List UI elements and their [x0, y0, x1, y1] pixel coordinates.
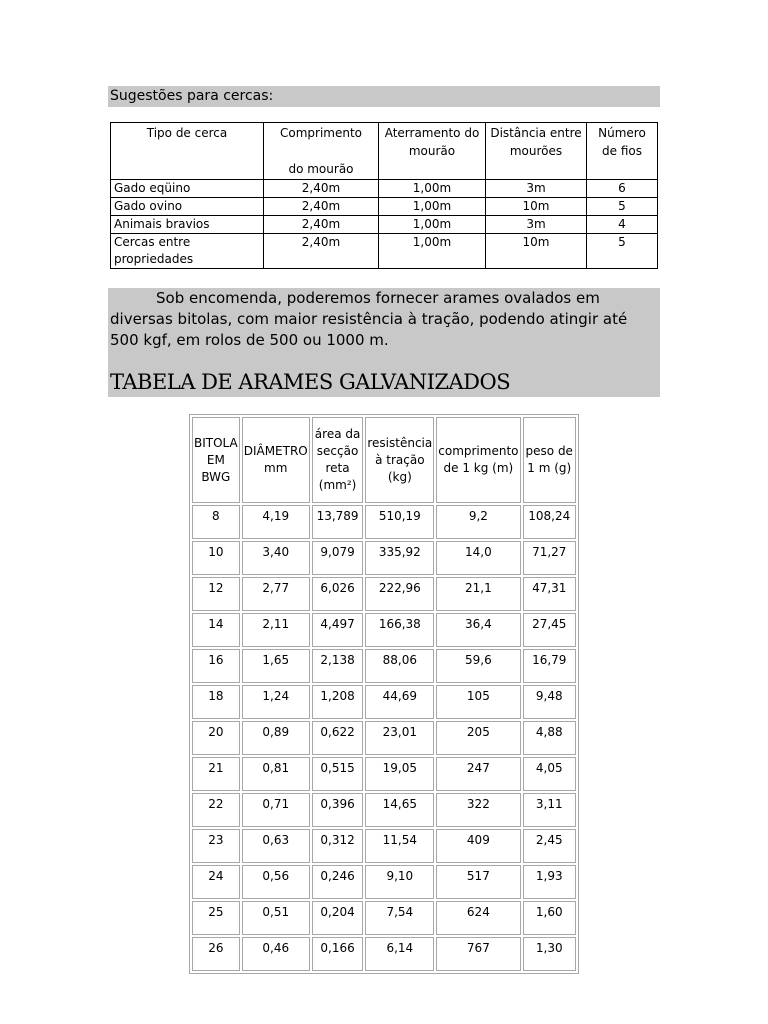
- wire-cell-diametro: 0,71: [242, 793, 310, 827]
- wire-table-header-row: [192, 417, 576, 503]
- wire-cell-peso: 16,79: [523, 649, 577, 683]
- wire-cell-diametro: 4,19: [242, 505, 310, 539]
- wire-cell-resistencia: 7,54: [365, 901, 434, 935]
- wire-cell-resistencia: 222,96: [365, 577, 434, 611]
- wire-cell-resistencia: 9,10: [365, 865, 434, 899]
- wire-cell-resistencia: 88,06: [365, 649, 434, 683]
- wire-cell-comprimento: 36,4: [436, 613, 520, 647]
- fence-cell-distancia: 10m: [486, 198, 587, 216]
- wire-cell-resistencia: 166,38: [365, 613, 434, 647]
- wire-table-row: [192, 541, 576, 575]
- wire-cell-bitola: 23: [192, 829, 240, 863]
- wire-cell-area: 0,246: [312, 865, 364, 899]
- wire-cell-resistencia: 6,14: [365, 937, 434, 971]
- header-resistencia: resistência à tração (kg): [365, 417, 434, 503]
- fence-cell-comprimento: 2,40m: [264, 198, 379, 216]
- wire-cell-bitola: 20: [192, 721, 240, 755]
- wire-cell-area: 0,166: [312, 937, 364, 971]
- wire-cell-comprimento: 409: [436, 829, 520, 863]
- wire-cell-comprimento: 59,6: [436, 649, 520, 683]
- header-tipo-de-cerca: Tipo de cerca: [111, 123, 264, 180]
- fence-cell-aterramento: 1,00m: [379, 216, 486, 234]
- fence-cell-distancia: 10m: [486, 234, 587, 269]
- fence-cell-tipo: Gado eqüino: [111, 180, 264, 198]
- fence-cell-numero: 5: [587, 234, 658, 269]
- header-area: [312, 417, 364, 503]
- wire-cell-comprimento: 14,0: [436, 541, 520, 575]
- wire-table-row: [192, 721, 576, 755]
- wire-cell-peso: 47,31: [523, 577, 577, 611]
- wire-cell-resistencia: 335,92: [365, 541, 434, 575]
- wire-cell-bitola: 26: [192, 937, 240, 971]
- wire-cell-bitola: 24: [192, 865, 240, 899]
- fence-cell-numero: 6: [587, 180, 658, 198]
- wire-cell-area: 0,312: [312, 829, 364, 863]
- wire-table-row: [192, 505, 576, 539]
- fence-cell-comprimento: 2,40m: [264, 216, 379, 234]
- fence-cell-comprimento: 2,40m: [264, 234, 379, 269]
- fence-cell-aterramento: 1,00m: [379, 198, 486, 216]
- header-comprimento-1kg: comprimento de 1 kg (m): [436, 417, 520, 503]
- wire-cell-resistencia: 19,05: [365, 757, 434, 791]
- fence-section-heading: Sugestões para cercas:: [110, 88, 274, 104]
- wire-cell-comprimento: 205: [436, 721, 520, 755]
- wire-table-title: TABELA DE ARAMES GALVANIZADOS: [110, 370, 511, 394]
- wire-cell-resistencia: 23,01: [365, 721, 434, 755]
- wire-cell-area: 9,079: [312, 541, 364, 575]
- wire-cell-peso: 2,45: [523, 829, 577, 863]
- header-distancia: Distância entre mourões: [486, 123, 587, 180]
- wire-cell-bitola: 16: [192, 649, 240, 683]
- header-aterramento: Aterramento do mourão: [379, 123, 486, 180]
- fence-cell-tipo: Gado ovino: [111, 198, 264, 216]
- fence-cell-aterramento: 1,00m: [379, 234, 486, 269]
- wire-cell-area: 1,208: [312, 685, 364, 719]
- wire-table-row: [192, 757, 576, 791]
- fence-table-row: [111, 216, 658, 234]
- wire-cell-area: 0,396: [312, 793, 364, 827]
- wire-cell-bitola: 10: [192, 541, 240, 575]
- wire-cell-diametro: 1,24: [242, 685, 310, 719]
- wire-cell-peso: 108,24: [523, 505, 577, 539]
- order-note-paragraph: Sob encomenda, poderemos fornecer arames ovalados em diversas bitolas, com maior resistência à tração, podendo atingir até 500 kgf, em rolos de 500 ou 1000 m.: [110, 289, 628, 349]
- header-bitola: BITOLA EM BWG: [192, 417, 240, 503]
- wire-cell-comprimento: 105: [436, 685, 520, 719]
- fence-table-row: [111, 198, 658, 216]
- wire-cell-diametro: 0,89: [242, 721, 310, 755]
- wire-cell-peso: 1,93: [523, 865, 577, 899]
- note-highlight-block: [108, 288, 660, 397]
- fence-cell-comprimento: 2,40m: [264, 180, 379, 198]
- fence-cell-tipo: Animais bravios: [111, 216, 264, 234]
- wire-cell-area: 2,138: [312, 649, 364, 683]
- wire-cell-peso: 4,88: [523, 721, 577, 755]
- wire-cell-diametro: 2,11: [242, 613, 310, 647]
- fence-section-heading-bar: [108, 86, 660, 107]
- wire-cell-area: 13,789: [312, 505, 364, 539]
- header-comprimento: [264, 123, 379, 180]
- wire-cell-diametro: 0,63: [242, 829, 310, 863]
- wire-cell-bitola: 22: [192, 793, 240, 827]
- wire-cell-bitola: 12: [192, 577, 240, 611]
- fence-suggestions-table: [110, 122, 658, 269]
- wire-table-row: [192, 577, 576, 611]
- wire-table-row: [192, 793, 576, 827]
- wire-cell-peso: 71,27: [523, 541, 577, 575]
- wire-cell-bitola: 21: [192, 757, 240, 791]
- wire-cell-diametro: 0,51: [242, 901, 310, 935]
- wire-cell-resistencia: 11,54: [365, 829, 434, 863]
- header-comprimento-line2: do mourão: [288, 162, 354, 176]
- wire-cell-area: 6,026: [312, 577, 364, 611]
- galvanized-wire-table: [189, 414, 579, 974]
- wire-cell-peso: 1,60: [523, 901, 577, 935]
- fence-cell-numero: 4: [587, 216, 658, 234]
- wire-cell-area: 0,204: [312, 901, 364, 935]
- wire-cell-bitola: 25: [192, 901, 240, 935]
- fence-table-row: [111, 180, 658, 198]
- wire-cell-diametro: 0,56: [242, 865, 310, 899]
- fence-cell-aterramento: 1,00m: [379, 180, 486, 198]
- header-area-unit: (mm²): [318, 478, 357, 492]
- wire-cell-comprimento: 21,1: [436, 577, 520, 611]
- header-diametro: DIÂMETRO mm: [242, 417, 310, 503]
- wire-table-row: [192, 613, 576, 647]
- wire-table-row: [192, 865, 576, 899]
- wire-cell-peso: 4,05: [523, 757, 577, 791]
- wire-cell-comprimento: 247: [436, 757, 520, 791]
- wire-cell-bitola: 18: [192, 685, 240, 719]
- wire-cell-peso: 3,11: [523, 793, 577, 827]
- header-peso: peso de 1 m (g): [523, 417, 577, 503]
- wire-cell-comprimento: 9,2: [436, 505, 520, 539]
- wire-cell-peso: 27,45: [523, 613, 577, 647]
- wire-cell-comprimento: 767: [436, 937, 520, 971]
- wire-cell-diametro: 3,40: [242, 541, 310, 575]
- fence-cell-distancia: 3m: [486, 180, 587, 198]
- header-area-label: área da secção reta: [314, 427, 361, 475]
- wire-cell-bitola: 14: [192, 613, 240, 647]
- wire-cell-diametro: 0,46: [242, 937, 310, 971]
- fence-cell-tipo: Cercas entre propriedades: [111, 234, 264, 269]
- wire-table-row: [192, 901, 576, 935]
- wire-cell-comprimento: 517: [436, 865, 520, 899]
- fence-cell-numero: 5: [587, 198, 658, 216]
- fence-cell-distancia: 3m: [486, 216, 587, 234]
- header-numero-de-fios: Número de fios: [587, 123, 658, 180]
- wire-cell-bitola: 8: [192, 505, 240, 539]
- wire-table-row: [192, 829, 576, 863]
- wire-cell-peso: 1,30: [523, 937, 577, 971]
- wire-cell-diametro: 2,77: [242, 577, 310, 611]
- wire-cell-area: 0,622: [312, 721, 364, 755]
- wire-cell-area: 4,497: [312, 613, 364, 647]
- wire-cell-area: 0,515: [312, 757, 364, 791]
- fence-table-header-row: [111, 123, 658, 180]
- wire-table-row: [192, 685, 576, 719]
- wire-table-row: [192, 649, 576, 683]
- wire-table-row: [192, 937, 576, 971]
- wire-cell-comprimento: 322: [436, 793, 520, 827]
- wire-cell-diametro: 1,65: [242, 649, 310, 683]
- fence-table-row: [111, 234, 658, 269]
- wire-cell-resistencia: 510,19: [365, 505, 434, 539]
- wire-cell-comprimento: 624: [436, 901, 520, 935]
- wire-cell-resistencia: 44,69: [365, 685, 434, 719]
- wire-cell-resistencia: 14,65: [365, 793, 434, 827]
- header-comprimento-line1: Comprimento: [279, 126, 363, 140]
- wire-cell-diametro: 0,81: [242, 757, 310, 791]
- wire-cell-peso: 9,48: [523, 685, 577, 719]
